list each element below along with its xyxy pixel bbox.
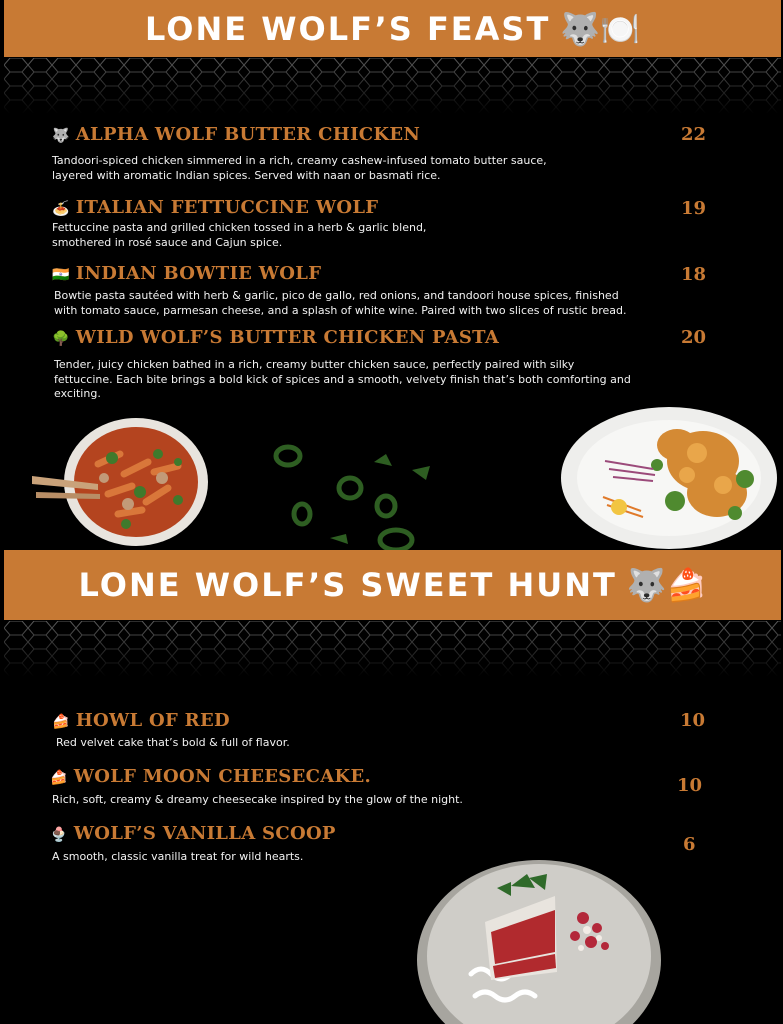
- dessert-item-title: 🍰 WOLF MOON CHEESECAKE.: [50, 766, 372, 787]
- ice-cream-icon: 🍨: [50, 827, 68, 843]
- menu-item-price: 18: [681, 264, 707, 285]
- tree-icon: 🌳: [52, 331, 70, 347]
- sweet-banner: [4, 550, 781, 620]
- geometric-pattern-top: [4, 58, 781, 114]
- menu-item-description: Fettuccine pasta and grilled chicken tossed in a herb & garlic blend, smothered in rosé sauce and Cajun spice.: [52, 221, 427, 249]
- sweet-emoji-icon: 🐺🍰: [626, 566, 707, 604]
- feast-banner: [4, 0, 781, 57]
- dessert-item-price: 6: [683, 834, 696, 855]
- menu-item-price: 20: [681, 327, 707, 348]
- menu-item-title: 🍝 ITALIAN FETTUCCINE WOLF: [52, 197, 379, 218]
- menu-item-title: 🐺 ALPHA WOLF BUTTER CHICKEN: [52, 124, 421, 145]
- decorative-green-rings: [266, 440, 442, 552]
- menu-item-price: 19: [681, 198, 707, 219]
- menu-item-price: 22: [681, 124, 707, 145]
- cheesecake-icon: 🍰: [50, 770, 68, 786]
- sweet-title: LONE WOLF’S SWEET HUNT: [78, 566, 617, 604]
- dessert-item-price: 10: [680, 710, 706, 731]
- menu-item-description: Bowtie pasta sautéed with herb & garlic, pico de gallo, red onions, and tandoori house spices, finished with tomato sauce, parmesan cheese, and a splash of white wine. Paired with two slices of rustic bread.: [54, 289, 627, 317]
- dessert-item-description: Rich, soft, creamy & dreamy cheesecake inspired by the glow of the night.: [52, 793, 463, 806]
- dessert-item-description: A smooth, classic vanilla treat for wild hearts.: [52, 850, 304, 863]
- cake-icon: 🍰: [52, 714, 70, 730]
- feast-emoji-icon: 🐺🍽️: [560, 9, 640, 48]
- wolf-icon: 🐺: [52, 128, 70, 144]
- dessert-item-description: Red velvet cake that’s bold & full of flavor.: [56, 736, 290, 749]
- geometric-pattern-bottom: [4, 621, 781, 677]
- pasta-icon: 🍝: [52, 201, 70, 217]
- menu-item-title: 🇮🇳 INDIAN BOWTIE WOLF: [52, 263, 322, 284]
- dessert-item-price: 10: [677, 775, 703, 796]
- flag-icon: 🇮🇳: [52, 267, 70, 283]
- dessert-item-title: 🍰 HOWL OF RED: [52, 710, 230, 731]
- butter-chicken-plate-image: [557, 405, 781, 551]
- feast-title: LONE WOLF’S FEAST: [145, 9, 551, 48]
- red-velvet-cake-plate-image: [415, 856, 663, 1024]
- pasta-bowl-image: [28, 414, 212, 550]
- menu-item-description: Tandoori-spiced chicken simmered in a rich, creamy cashew-infused tomato butter sauce, layered with aromatic Indian spices. Served with naan or basmati rice.: [52, 154, 547, 182]
- menu-item-title: 🌳 WILD WOLF’S BUTTER CHICKEN PASTA: [52, 327, 500, 348]
- menu-item-description: Tender, juicy chicken bathed in a rich, creamy butter chicken sauce, perfectly paired with silky fettuccine. Each bite brings a bold kick of spices and a smooth, velvety finish that’s both comforting and exciting.: [54, 358, 631, 400]
- dessert-item-title: 🍨 WOLF’S VANILLA SCOOP: [50, 823, 336, 844]
